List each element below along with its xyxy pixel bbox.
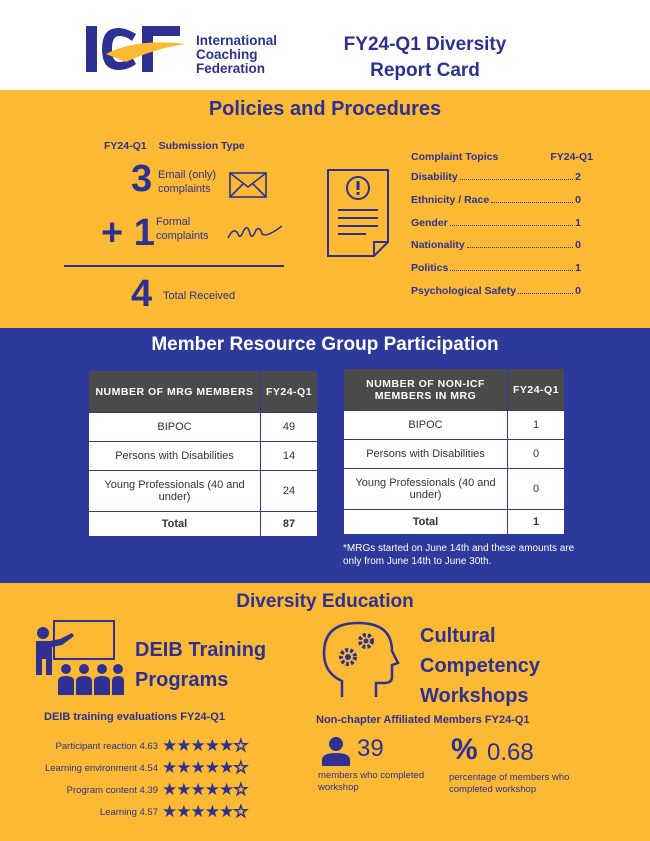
policies-title: Policies and Procedures bbox=[208, 98, 442, 120]
header bbox=[0, 0, 650, 90]
percent-value: 0.68 bbox=[487, 739, 534, 766]
nonchapter-header: Non-chapter Affiliated Members FY24-Q1 bbox=[316, 714, 530, 726]
deib-title: DEIB Training Programs bbox=[135, 639, 267, 691]
star-rating: ★★★★★☆ bbox=[162, 736, 248, 755]
education-section bbox=[0, 583, 650, 841]
cultural-title: Cultural Competency Workshops bbox=[420, 625, 541, 707]
eval-label: Learning environment 4.54 bbox=[44, 763, 158, 774]
envelope-icon bbox=[229, 172, 267, 198]
table-row: Persons with Disabilities 14 bbox=[89, 442, 318, 471]
total-label: Total Received bbox=[163, 290, 236, 302]
mrg-section bbox=[0, 328, 650, 583]
table-row: Young Professionals (40 and under) 0 bbox=[344, 469, 565, 510]
non-icf-members-table bbox=[343, 368, 565, 535]
document-alert-icon bbox=[326, 168, 390, 258]
table-header: NUMBER OF MRG MEMBERS bbox=[89, 371, 261, 413]
signature-icon bbox=[226, 220, 284, 244]
topics-header: Complaint Topics FY24-Q1 bbox=[411, 151, 593, 163]
policies-section bbox=[0, 90, 650, 328]
topic-row: Politics 1 bbox=[411, 262, 581, 274]
topic-row: Disability 2 bbox=[411, 171, 581, 183]
table-row: BIPOC 1 bbox=[344, 411, 565, 440]
person-icon bbox=[321, 736, 351, 766]
table-header: NUMBER OF NON-ICF MEMBERS IN MRG bbox=[344, 369, 508, 411]
table-row: Persons with Disabilities 0 bbox=[344, 440, 565, 469]
education-title: Diversity Education bbox=[236, 591, 414, 612]
star-rating: ★★★★★☆ bbox=[162, 758, 248, 777]
total-count: 4 bbox=[131, 273, 153, 315]
star-rating: ★★★★★☆ bbox=[162, 780, 248, 799]
mrg-footnote: *MRGs started on June 14th and these amounts are only from June 14th to June 30th. bbox=[343, 543, 575, 567]
presenter-icon bbox=[34, 619, 126, 697]
formal-count: + 1 bbox=[101, 212, 155, 254]
topic-row: Psychological Safety 0 bbox=[411, 285, 581, 297]
members-label: members who completed workshop bbox=[318, 770, 425, 793]
eval-label: Participant reaction 4.63 bbox=[55, 741, 158, 752]
topic-row: Nationality 0 bbox=[411, 239, 581, 251]
submission-header: FY24-Q1 Submission Type bbox=[104, 140, 245, 152]
eval-label: Learning 4.57 bbox=[99, 807, 158, 818]
table-total-row: Total 87 bbox=[89, 512, 318, 537]
members-count: 39 bbox=[357, 735, 384, 762]
table-row: Young Professionals (40 and under) 24 bbox=[89, 471, 318, 512]
table-header: FY24-Q1 bbox=[508, 369, 565, 411]
table-header: FY24-Q1 bbox=[261, 371, 318, 413]
total-divider bbox=[64, 265, 284, 267]
eval-header: DEIB training evaluations FY24-Q1 bbox=[44, 711, 225, 723]
percent-icon: % bbox=[451, 733, 478, 766]
formal-label: Formal complaints bbox=[156, 216, 209, 242]
head-gears-icon bbox=[318, 619, 400, 699]
topic-row: Gender 1 bbox=[411, 217, 581, 229]
report-title: FY24-Q1 Diversity Report Card bbox=[343, 34, 507, 81]
email-label: Email (only) complaints bbox=[158, 169, 217, 195]
email-count: 3 bbox=[131, 158, 153, 200]
table-total-row: Total 1 bbox=[344, 510, 565, 535]
eval-label: Program content 4.39 bbox=[66, 785, 158, 796]
mrg-title: Member Resource Group Participation bbox=[151, 334, 499, 355]
mrg-members-table bbox=[88, 370, 318, 537]
topic-row: Ethnicity / Race 0 bbox=[411, 194, 581, 206]
table-row: BIPOC 49 bbox=[89, 413, 318, 442]
star-rating: ★★★★★☆ bbox=[162, 802, 248, 821]
percent-label: percentage of members who completed workshop bbox=[449, 772, 570, 795]
logo-text: International Coaching Federation bbox=[196, 33, 278, 76]
